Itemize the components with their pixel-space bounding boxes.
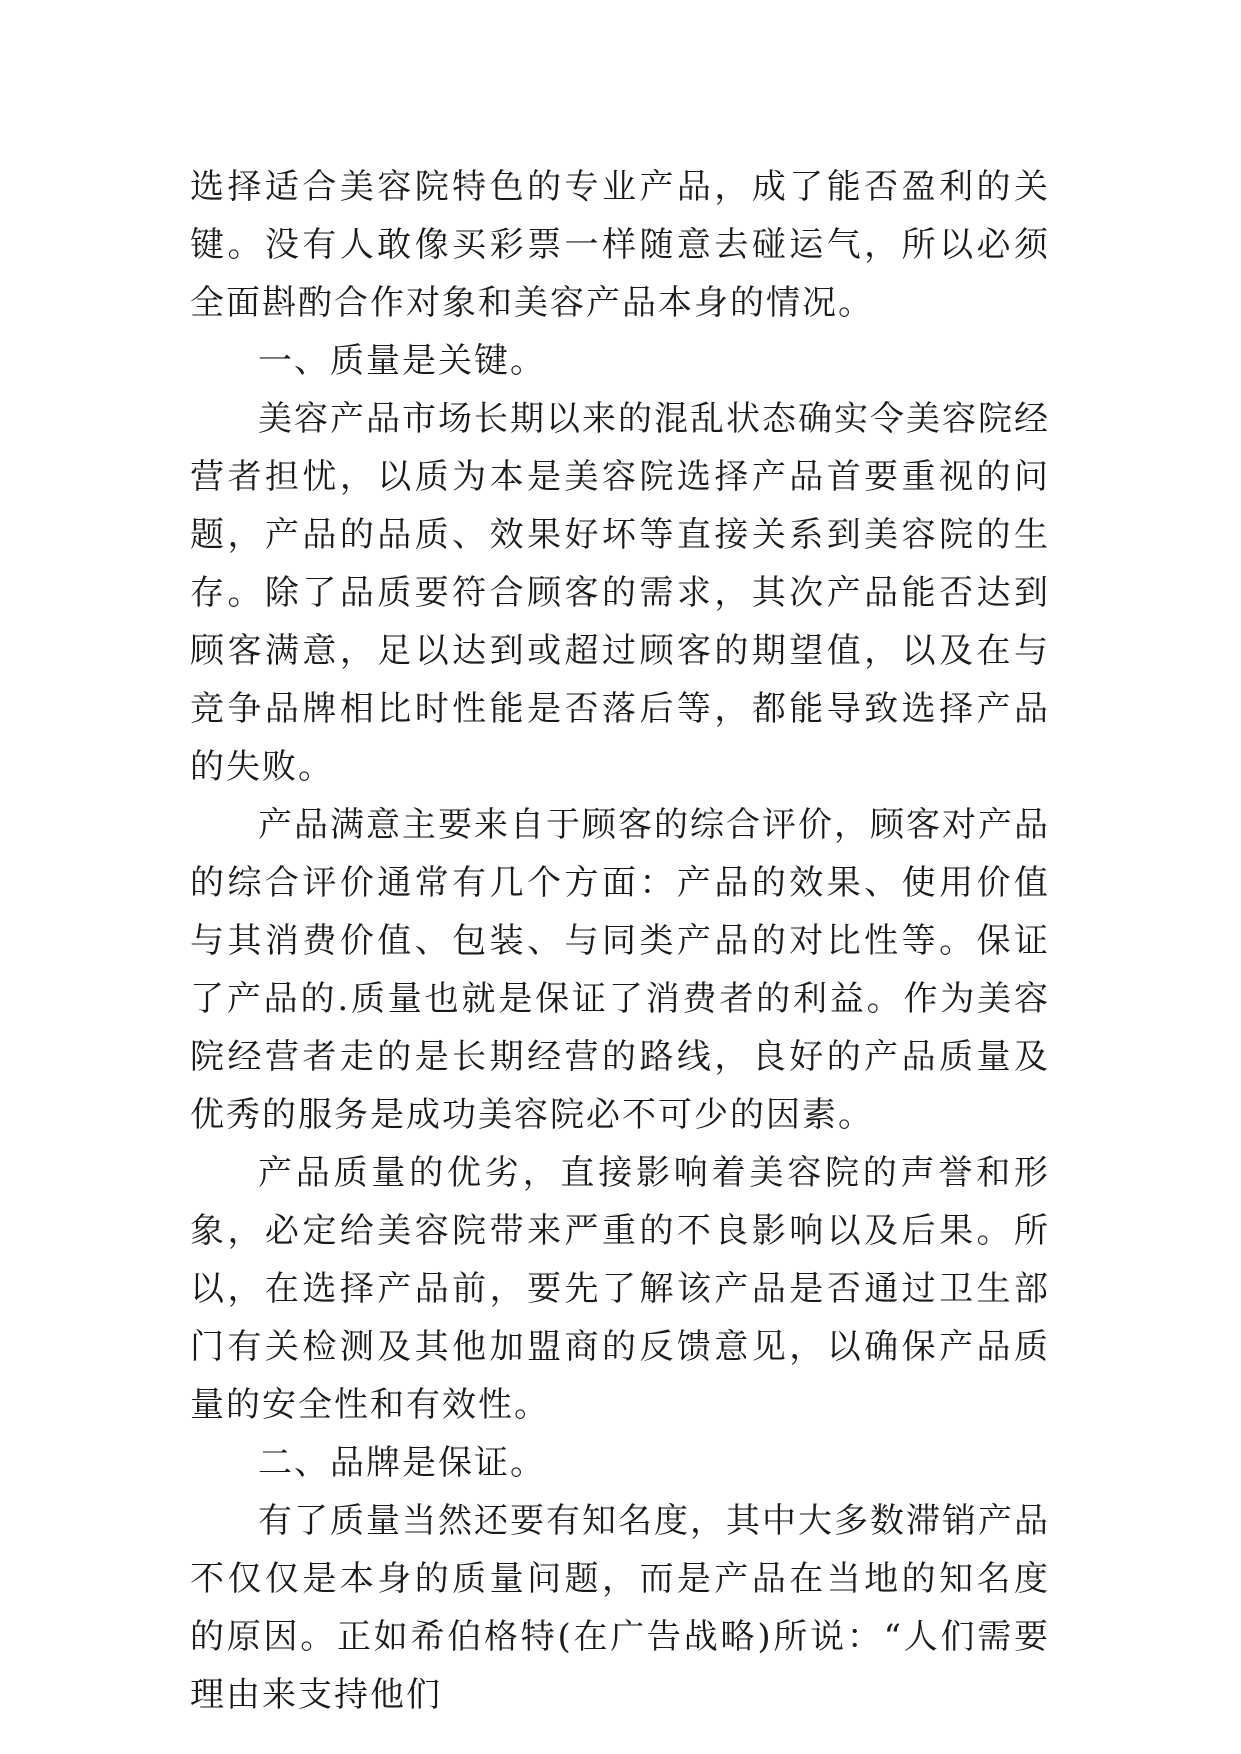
heading-quality: 一、质量是关键。 bbox=[258, 341, 546, 381]
paragraph-quality-reputation: 产品质量的优劣，直接影响着美容院的声誉和形象，必定给美容院带来严重的不良影响以及后果。所以，在选择产品前，要先了解该产品是否通过卫生部门有关检测及其他加盟商的反馈意见，以确保产品质量的安全性和有效性。 bbox=[190, 1153, 1050, 1425]
document-body bbox=[190, 158, 1050, 1724]
paragraph-satisfaction: 产品满意主要来自于顾客的综合评价，顾客对产品的综合评价通常有几个方面：产品的效果、使用价值与其消费价值、包装、与同类产品的对比性等。保证了产品的.质量也就是保证了消费者的利益。作为美容院经营者走的是长期经营的路线，良好的产品质量及优秀的服务是成功美容院必不可少的因素。 bbox=[190, 805, 1050, 1135]
paragraph-brand-awareness: 有了质量当然还要有知名度，其中大多数滞销产品不仅仅是本身的质量问题，而是产品在当地的知名度的原因。正如希伯格特(在广告战略)所说：“人们需要理由来支持他们 bbox=[190, 1501, 1050, 1715]
paragraph-quality-market: 美容产品市场长期以来的混乱状态确实令美容院经营者担忧，以质为本是美容院选择产品首要重视的问题，产品的品质、效果好坏等直接关系到美容院的生存。除了品质要符合顾客的需求，其次产品能否达到顾客满意，足以达到或超过顾客的期望值，以及在与竞争品牌相比时性能是否落后等，都能导致选择产品的失败。 bbox=[190, 399, 1050, 787]
heading-brand: 二、品牌是保证。 bbox=[258, 1443, 546, 1483]
paragraph-intro: 选择适合美容院特色的专业产品，成了能否盈利的关键。没有人敢像买彩票一样随意去碰运气，所以必须全面斟酌合作对象和美容产品本身的情况。 bbox=[190, 167, 1050, 323]
